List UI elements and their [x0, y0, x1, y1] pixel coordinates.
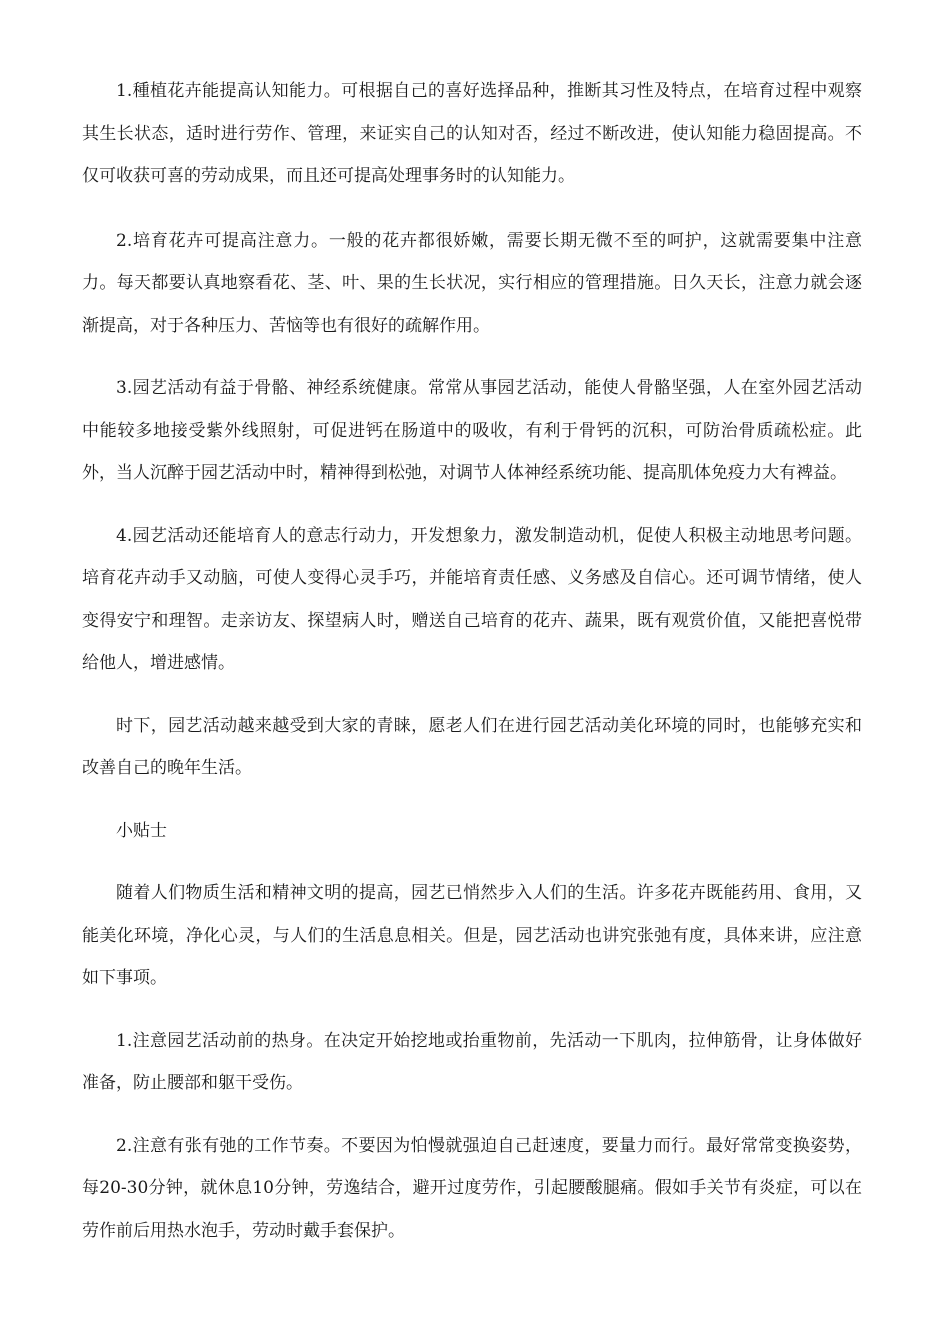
paragraph-willpower: 4.园艺活动还能培育人的意志行动力，开发想象力，激发制造动机，促使人积极主动地思考问题。培育花卉动手又动脑，可使人变得心灵手巧，并能培育责任感、义务感及自信心。还可调节情绪，使人变得安宁和理智。走亲访友、探望病人时，赠送自己培育的花卉、蔬果，既有观赏价值，又能把喜悦带给他人，增进感情。	[82, 525, 862, 673]
paragraph-tip-rhythm: 2.注意有张有弛的工作节奏。不要因为怕慢就强迫自己赶速度，要量力而行。最好常常变换姿势，每20-30分钟，就休息10分钟，劳逸结合，避开过度劳作，引起腰酸腿痛。假如手关节有炎症，可以在劳作前后用热水泡手，劳动时戴手套保护。	[82, 1135, 862, 1241]
paragraph-cognitive-ability: 1.種植花卉能提高认知能力。可根据自己的喜好选择品种，推断其习性及特点，在培育过程中观察其生长状态，适时进行劳作、管理，来证实自己的认知对否，经过不断改进，使认知能力稳固提高。不仅可收获可喜的劳动成果，而且还可提高处理事务时的认知能力。	[82, 81, 862, 186]
paragraph-tips-intro: 随着人们物质生活和精神文明的提高，园艺已悄然步入人们的生活。许多花卉既能药用、食用，又能美化环境，净化心灵，与人们的生活息息相关。但是，园艺活动也讲究张弛有度，具体来讲，应注意如下事项。	[82, 883, 862, 988]
tips-heading: 小贴士	[116, 820, 167, 841]
paragraph-conclusion: 时下，园艺活动越来越受到大家的青睐，愿老人们在进行园艺活动美化环境的同时，也能够充实和改善自己的晚年生活。	[82, 715, 862, 778]
document-page	[82, 70, 862, 1272]
paragraph-tip-warmup: 1.注意园艺活动前的热身。在决定开始挖地或抬重物前，先活动一下肌肉，拉伸筋骨，让身体做好准备，防止腰部和躯干受伤。	[82, 1030, 862, 1093]
paragraph-bones-nerves: 3.园艺活动有益于骨骼、神经系统健康。常常从事园艺活动，能使人骨骼坚强，人在室外园艺活动中能较多地接受紫外线照射，可促进钙在肠道中的吸收，有利于骨钙的沉积，可防治骨质疏松症。此外，当人沉醉于园艺活动中时，精神得到松弛，对调节人体神经系统功能、提高肌体免疫力大有裨益。	[82, 378, 862, 483]
paragraph-attention: 2.培育花卉可提高注意力。一般的花卉都很娇嫩，需要长期无微不至的呵护，这就需要集中注意力。每天都要认真地察看花、茎、叶、果的生长状况，实行相应的管理措施。日久天长，注意力就会逐渐提高，对于各种压力、苦恼等也有很好的疏解作用。	[82, 230, 862, 336]
